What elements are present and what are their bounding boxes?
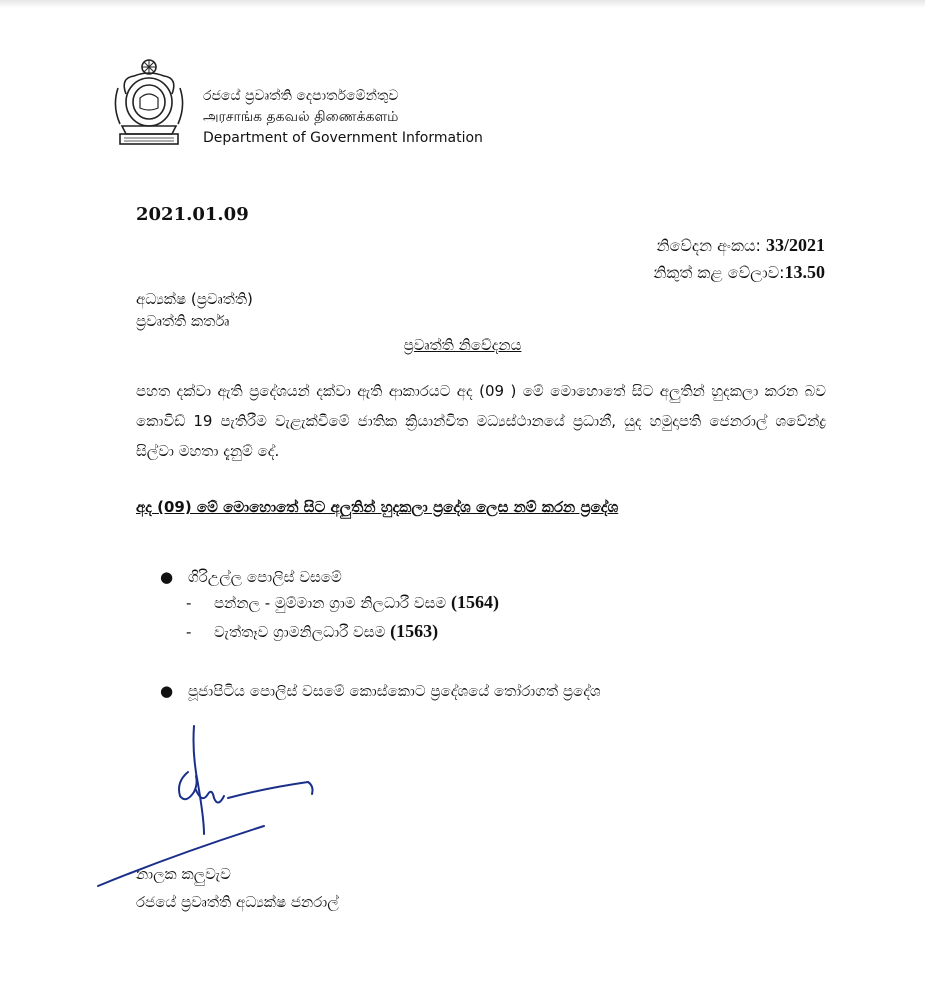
release-number-label: නිවේදන අංකය: [656, 236, 761, 255]
issue-time-label: නිකුත් කළ වේලාව: [653, 263, 785, 282]
isolated-areas-heading: අද (09) මේ මොහොතේ සිට අලුතින් හුදකලා ප්‍රදේශ ලෙස නම් කරන ප්‍රදේශ [136, 498, 619, 516]
gn-division-name: පන්නල - මුම්මාන ග්‍රාම නිලධාරී වසම [214, 594, 447, 612]
bullet-icon: ● [160, 682, 174, 700]
addressee-line-1: අධ්‍යක්ෂ (ප්‍රවෘත්ති) [136, 290, 253, 308]
dash-icon: - [186, 594, 192, 612]
list-item [160, 568, 342, 586]
document-heading [0, 336, 925, 354]
body-paragraph: පහත දක්වා ඇති ප්‍රදේශයන් දක්වා ඇති ආකාරයට අද (09 ) මේ මොහොතේ සිට අලුතින් හුදකලා කරන බව කොවිඩ් 19 පැතිරීම වැළැක්වීමේ ජාතික ක්‍රියාන්විත මධ්‍යස්ථානයේ ප්‍රධානී, යුද හමුදාපති ජෙනරාල් ශවේන්ද්‍ර සිල්වා මහතා දැනුම් දේ. [136, 382, 826, 460]
release-date: 2021.01.09 [136, 204, 249, 225]
document-heading-text: ප්‍රවෘත්ති නිවේදනය [403, 336, 522, 354]
sub-list-item [186, 617, 499, 646]
gn-division-code: (1563) [390, 621, 439, 641]
issue-time-value: 13.50 [784, 262, 825, 282]
list-item [160, 682, 601, 700]
addressee-block [136, 288, 253, 332]
signer-title: රජයේ ප්‍රවෘත්ති අධ්‍යක්ෂ ජනරාල් [136, 893, 339, 911]
issue-time-line [653, 259, 825, 286]
sub-list [186, 588, 499, 646]
department-name-tamil: அரசாங்க தகவல் திணைக்களம் [203, 109, 399, 125]
department-name-sinhala: රජයේ ප්‍රවෘත්ති දෙපාර්තමේන්තුව [203, 88, 399, 104]
scan-edge-shadow [0, 0, 925, 8]
signer-block [136, 860, 339, 916]
reference-block [653, 232, 825, 286]
department-name-english: Department of Government Information [203, 130, 483, 146]
letterhead [203, 86, 483, 149]
area-label: ගිරිඋල්ල පොලිස් වසමේ [188, 568, 342, 586]
bullet-icon: ● [160, 568, 174, 586]
gn-division-name: වැත්තෑව ග්‍රාමනිලධාරී වසම [214, 623, 386, 641]
addressee-line-2: ප්‍රවෘත්ති කර්තෘ [136, 312, 230, 330]
dash-icon: - [186, 623, 192, 641]
sub-list-item [186, 588, 499, 617]
gn-division-code: (1564) [451, 592, 500, 612]
area-label: පූජාපිටිය පොලිස් වසමේ කොස්කොට ප්‍රදේශයේ තෝරාගත් ප්‍රදේශ [188, 682, 601, 700]
signer-name: නාලක කලුවැව [136, 865, 231, 883]
release-number-line [653, 232, 825, 259]
sri-lanka-emblem-logo [112, 54, 187, 150]
release-number-value: 33/2021 [765, 235, 825, 255]
